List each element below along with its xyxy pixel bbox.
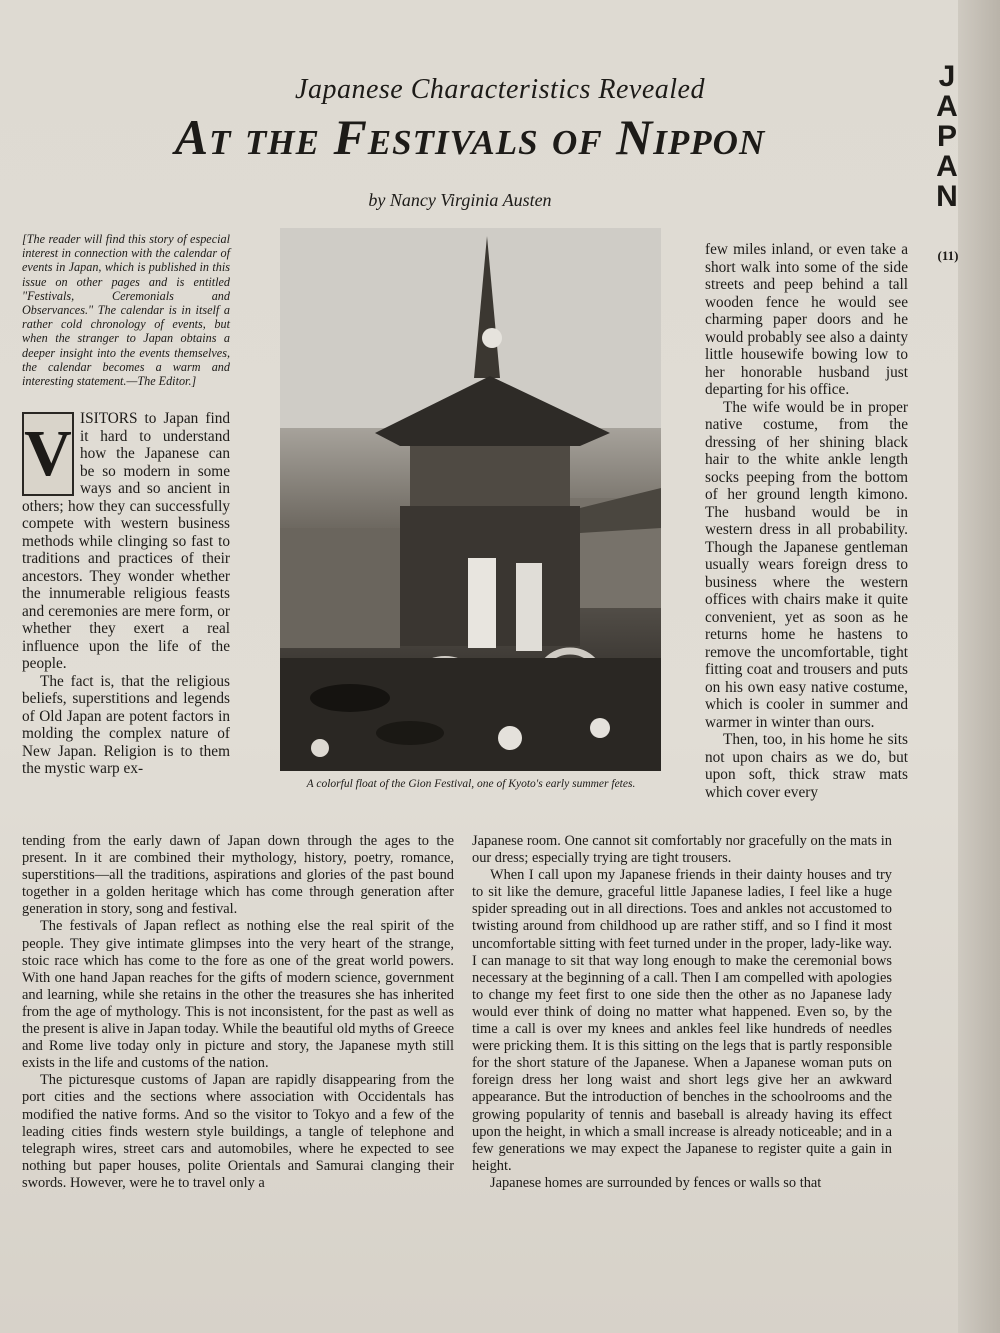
- section-letter: P: [936, 120, 957, 153]
- article-kicker: Japanese Characteristics Revealed: [295, 74, 705, 105]
- section-letter: A: [936, 150, 958, 183]
- page-number: (11): [937, 248, 959, 263]
- festival-float-photo: [280, 228, 661, 771]
- paragraph: few miles inland, or even take a short walk into some of the side streets and peep behind a tall wooden fence he would see charming paper doors and he would probably see also a dainty little housewife bowing low to her honorable husband just departing for his office.: [705, 241, 908, 398]
- right-column-text: [705, 241, 908, 801]
- section-letter: J: [938, 60, 956, 93]
- paragraph: The picturesque customs of Japan are rapidly disappearing from the port cities and the sections where association with Occidentals has modified the native forms. And so the visitor to Tokyo and a few of the leading cities finds western style buildings, a tangle of telephone and telegraph wires, street cars and automobiles, where he expected to see nothing but paper houses, polite Orientals and Samurai clanging their swords. However, were he to travel only a: [22, 1072, 454, 1191]
- left-column-text: [22, 410, 230, 778]
- photo-caption: A colorful float of the Gion Festival, one of Kyoto's early summer fetes.: [306, 778, 636, 790]
- photo-illustration: [280, 228, 661, 771]
- article-title: At the Festivals of Nippon: [174, 109, 766, 165]
- lower-left-column-text: [22, 833, 454, 1192]
- paragraph: tending from the early dawn of Japan down through the ages to the present. In it are combined their mythology, history, poetry, romance, superstitions—all the traditions, aspirations and glories of the past bound together in a golden heritage which has come through generation after generation in story, song and festival.: [22, 833, 454, 918]
- section-letter: A: [936, 90, 958, 123]
- paragraph: Japanese homes are surrounded by fences or walls so that: [490, 1174, 822, 1191]
- paragraph: Japanese room. One cannot sit comfortably nor gracefully on the mats in our dress; especially trying are tight trousers.: [472, 833, 892, 867]
- editor-note: [The reader will find this story of especial interest in connection with the calendar of events in Japan, which is published in this issue on other pages and is entitled "Festivals, Ceremonials and Observances." The calendar is in itself a rather cold chronology of events, but when the stranger to Japan obtains a deeper insight into the events themselves, the calendar becomes a warm and interesting statement.—The Editor.]: [22, 232, 230, 389]
- vertical-section-label: [932, 62, 962, 212]
- paragraph: The festivals of Japan reflect as nothing else the real spirit of the people. They give intimate glimpses into the very heart of the strange, stoic race which has come to the fore as one of the great world powers. With one hand Japan reaches for the gifts of modern science, government and learning, while she retains in the other the treasures she has inherited from the age of mythology. This is not inconsistent, for the past as well as the present is alive in Japan today. While the beautiful old myths of Greece and Rome live today only in picture and story, the Japanese myth still exists in the life and customs of the nation.: [22, 918, 454, 1072]
- paragraph: The fact is, that the religious beliefs, superstitions and legends of Old Japan are potent factors in molding the complex nature of New Japan. Religion is to them the mystic warp ex-: [22, 672, 230, 777]
- paragraph: Then, too, in his home he sits not upon chairs as we do, but upon soft, thick straw mats which cover every: [705, 731, 908, 801]
- paragraph: ISITORS to Japan find it hard to understand how the Japanese can be so modern in some ways and so ancient in others; how they can successfully compete with western business methods while clinging so fast to traditions and practices of their ancestors. They wonder whether the innumerable religious feasts and ceremonies are mere form, or whether they exert a real influence upon the life of the people.: [22, 410, 230, 672]
- page-edge: [958, 0, 1000, 1333]
- paragraph: The wife would be in proper native costume, from the dressing of her shining black hair to the white ankle length socks peeping from the bottom of her ground length kimono. The husband would be in western dress in all probability. Though the Japanese gentleman usually wears foreign dress to business where the western offices with chairs make it quite convenient, yet as soon as he returns home he hastens to remove the uncomfortable, tight fitting coat and trousers and puts on his own easy native costume, which is cooler in summer and warmer in winter than ours.: [705, 398, 908, 731]
- section-letter: N: [936, 180, 958, 213]
- article-byline: by Nancy Virginia Austen: [368, 190, 552, 210]
- paragraph: When I call upon my Japanese friends in their dainty houses and try to sit like the demure, graceful little Japanese ladies, I feel like a huge spider spreading out in all directions. Toes and ankles not accustomed to twisting around from childhood up are rather stiff, and so I find it most uncomfortable sitting with feet turned under in the proper, lady-like way. I can manage to sit that way long enough to make the ceremonial bows necessary at the beginning of a call. Then I am compelled with apologies to change my feet first to one side then the other as no Japanese lady would ever think of doing no matter what happened. Even so, by the time a call is over my knees and ankles feel like hundreds of needles were pricking them. It is this sitting on the legs that is partly responsible for the short stature of the Japanese. When a Japanese woman puts on foreign dress her long waist and short legs give her an awkward appearance. But the introduction of benches in the schoolrooms and the growing popularity of tennis and baseball is already having its effect upon the height, in which a small increase is already noticeable; and in a few generations we may expect the Japanese to register quite a gain in height.: [472, 867, 892, 1174]
- lower-right-column-text: [472, 833, 892, 1192]
- drop-cap: V: [22, 412, 74, 496]
